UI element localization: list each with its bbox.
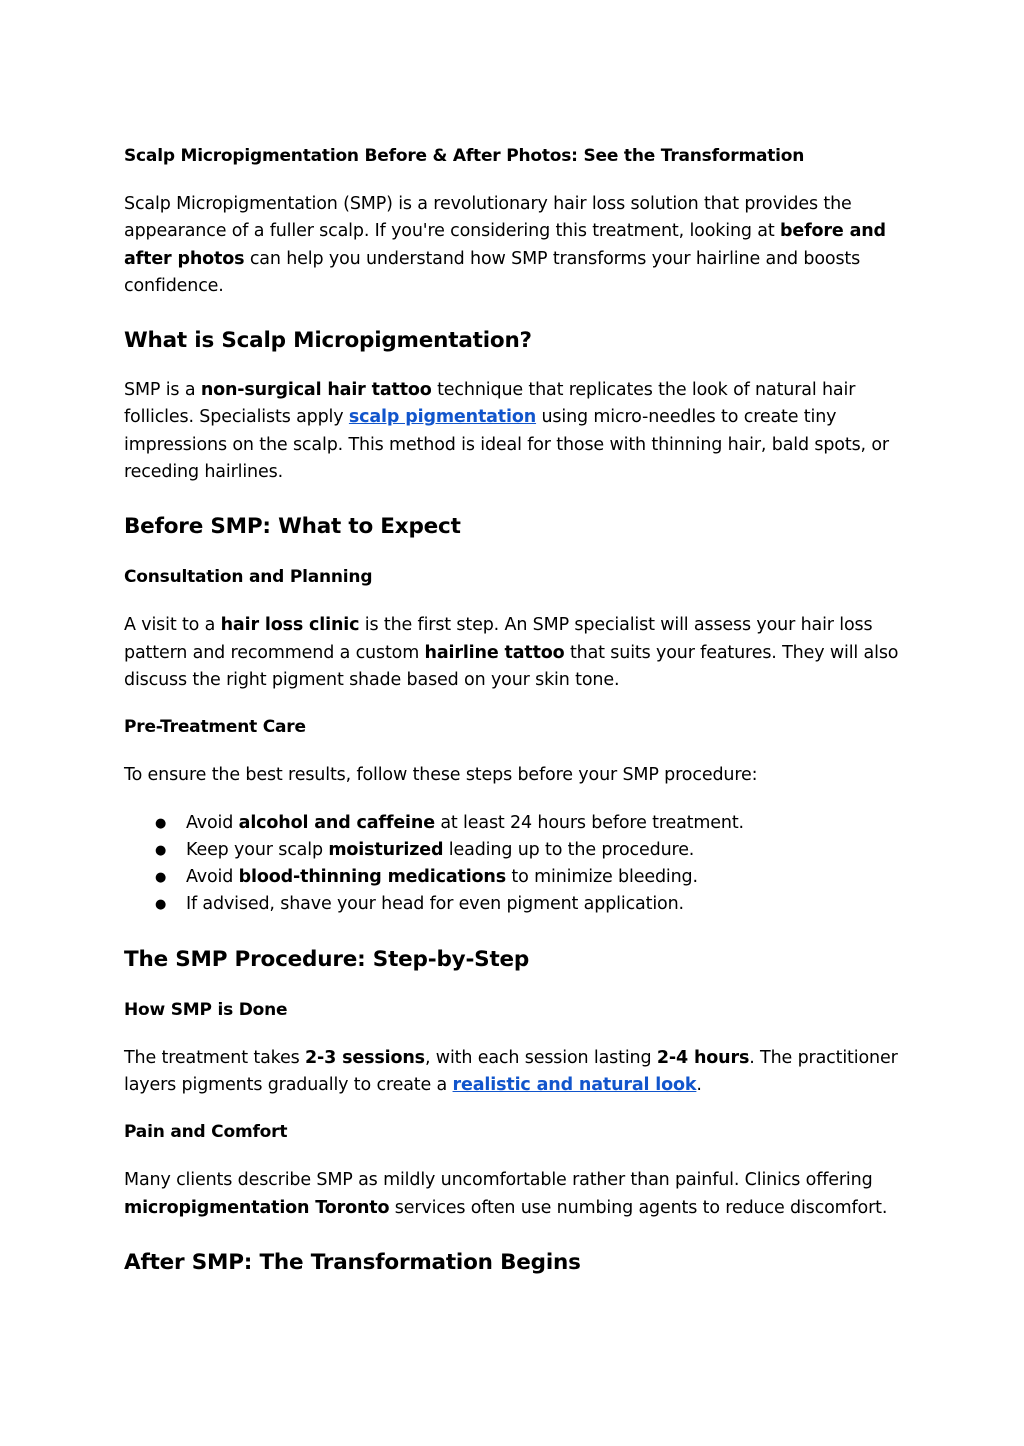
text-run: The treatment takes bbox=[124, 1047, 306, 1068]
bold-text: hairline tattoo bbox=[424, 642, 565, 663]
bullet-icon: ● bbox=[155, 815, 167, 831]
heading-pain-comfort: Pain and Comfort bbox=[124, 1122, 288, 1143]
pre-treatment-list bbox=[124, 810, 904, 919]
bullet-icon: ● bbox=[155, 897, 167, 913]
bold-text: before and after photos bbox=[124, 221, 886, 269]
text-run: If advised, shave your head for even pigment application. bbox=[186, 894, 684, 915]
bold-text: non-surgical hair tattoo bbox=[200, 380, 432, 401]
text-run: SMP is a bbox=[124, 380, 201, 401]
text-run: services often use numbing agents to reduce discomfort. bbox=[389, 1197, 888, 1218]
text-run: at least 24 hours before treatment. bbox=[434, 812, 744, 833]
what-is-paragraph bbox=[124, 377, 904, 486]
text-run: that suits your features. They will also discuss the right pigment shade based on your skin tone. bbox=[124, 642, 899, 690]
pre-treatment-intro: To ensure the best results, follow these steps before your SMP procedure: bbox=[124, 765, 758, 786]
text-run: Keep your scalp bbox=[186, 839, 329, 860]
text-run: Many clients describe SMP as mildly uncomfortable rather than painful. Clinics offering bbox=[124, 1170, 873, 1191]
bullet-icon: ● bbox=[155, 842, 167, 858]
text-run: using micro-needles to create tiny impressions on the scalp. This method is ideal for those with thinning hair, bald spots, or receding hairlines. bbox=[124, 407, 889, 483]
heading-how-smp-done: How SMP is Done bbox=[124, 999, 288, 1020]
heading-after-smp: After SMP: The Transformation Begins bbox=[124, 1249, 581, 1275]
document-page bbox=[124, 143, 904, 1278]
text-run: Avoid bbox=[186, 812, 239, 833]
heading-pre-treatment: Pre-Treatment Care bbox=[124, 717, 306, 738]
heading-consultation: Consultation and Planning bbox=[124, 567, 373, 588]
list-item bbox=[124, 864, 904, 891]
bold-text: blood-thinning medications bbox=[238, 867, 507, 888]
realistic-natural-look-link[interactable]: realistic and natural look bbox=[452, 1075, 697, 1096]
document-title: Scalp Micropigmentation Before & After Photos: See the Transformation bbox=[124, 146, 805, 166]
text-run: Avoid bbox=[186, 867, 239, 888]
bold-text: moisturized bbox=[328, 839, 444, 860]
bold-text: 2-3 sessions bbox=[305, 1047, 425, 1068]
text-run: technique that replicates the look of natural hair follicles. Specialists apply bbox=[124, 380, 856, 428]
scalp-pigmentation-link[interactable]: scalp pigmentation bbox=[348, 407, 537, 428]
text-run: , with each session lasting bbox=[424, 1047, 657, 1068]
how-smp-paragraph bbox=[124, 1045, 904, 1100]
consultation-paragraph bbox=[124, 612, 904, 694]
bold-text: alcohol and caffeine bbox=[238, 812, 435, 833]
text-run: leading up to the procedure. bbox=[443, 839, 695, 860]
text-run: is the first step. An SMP specialist will assess your hair loss pattern and recommend a custom bbox=[124, 615, 873, 663]
pain-paragraph bbox=[124, 1167, 904, 1222]
bullet-icon: ● bbox=[155, 870, 167, 886]
list-item bbox=[124, 837, 904, 864]
text-run: to minimize bleeding. bbox=[506, 867, 698, 888]
heading-before-smp: Before SMP: What to Expect bbox=[124, 514, 461, 540]
text-run: Scalp Micropigmentation (SMP) is a revolutionary hair loss solution that provides the appearance of a fuller scalp. If you're considering this treatment, looking at bbox=[124, 194, 852, 242]
bold-text: micropigmentation Toronto bbox=[124, 1197, 390, 1218]
intro-paragraph bbox=[124, 191, 904, 300]
heading-what-is-smp: What is Scalp Micropigmentation? bbox=[124, 328, 532, 354]
text-run: . The practitioner layers pigments gradually to create a bbox=[124, 1047, 898, 1096]
bold-text: hair loss clinic bbox=[220, 615, 360, 636]
text-run: A visit to a bbox=[124, 615, 221, 636]
heading-smp-procedure: The SMP Procedure: Step-by-Step bbox=[124, 946, 530, 972]
text-run: can help you understand how SMP transforms your hairline and boosts confidence. bbox=[124, 248, 861, 296]
list-item bbox=[124, 891, 904, 918]
list-item bbox=[124, 810, 904, 837]
text-run: . bbox=[696, 1075, 702, 1096]
bold-text: 2-4 hours bbox=[656, 1047, 750, 1068]
